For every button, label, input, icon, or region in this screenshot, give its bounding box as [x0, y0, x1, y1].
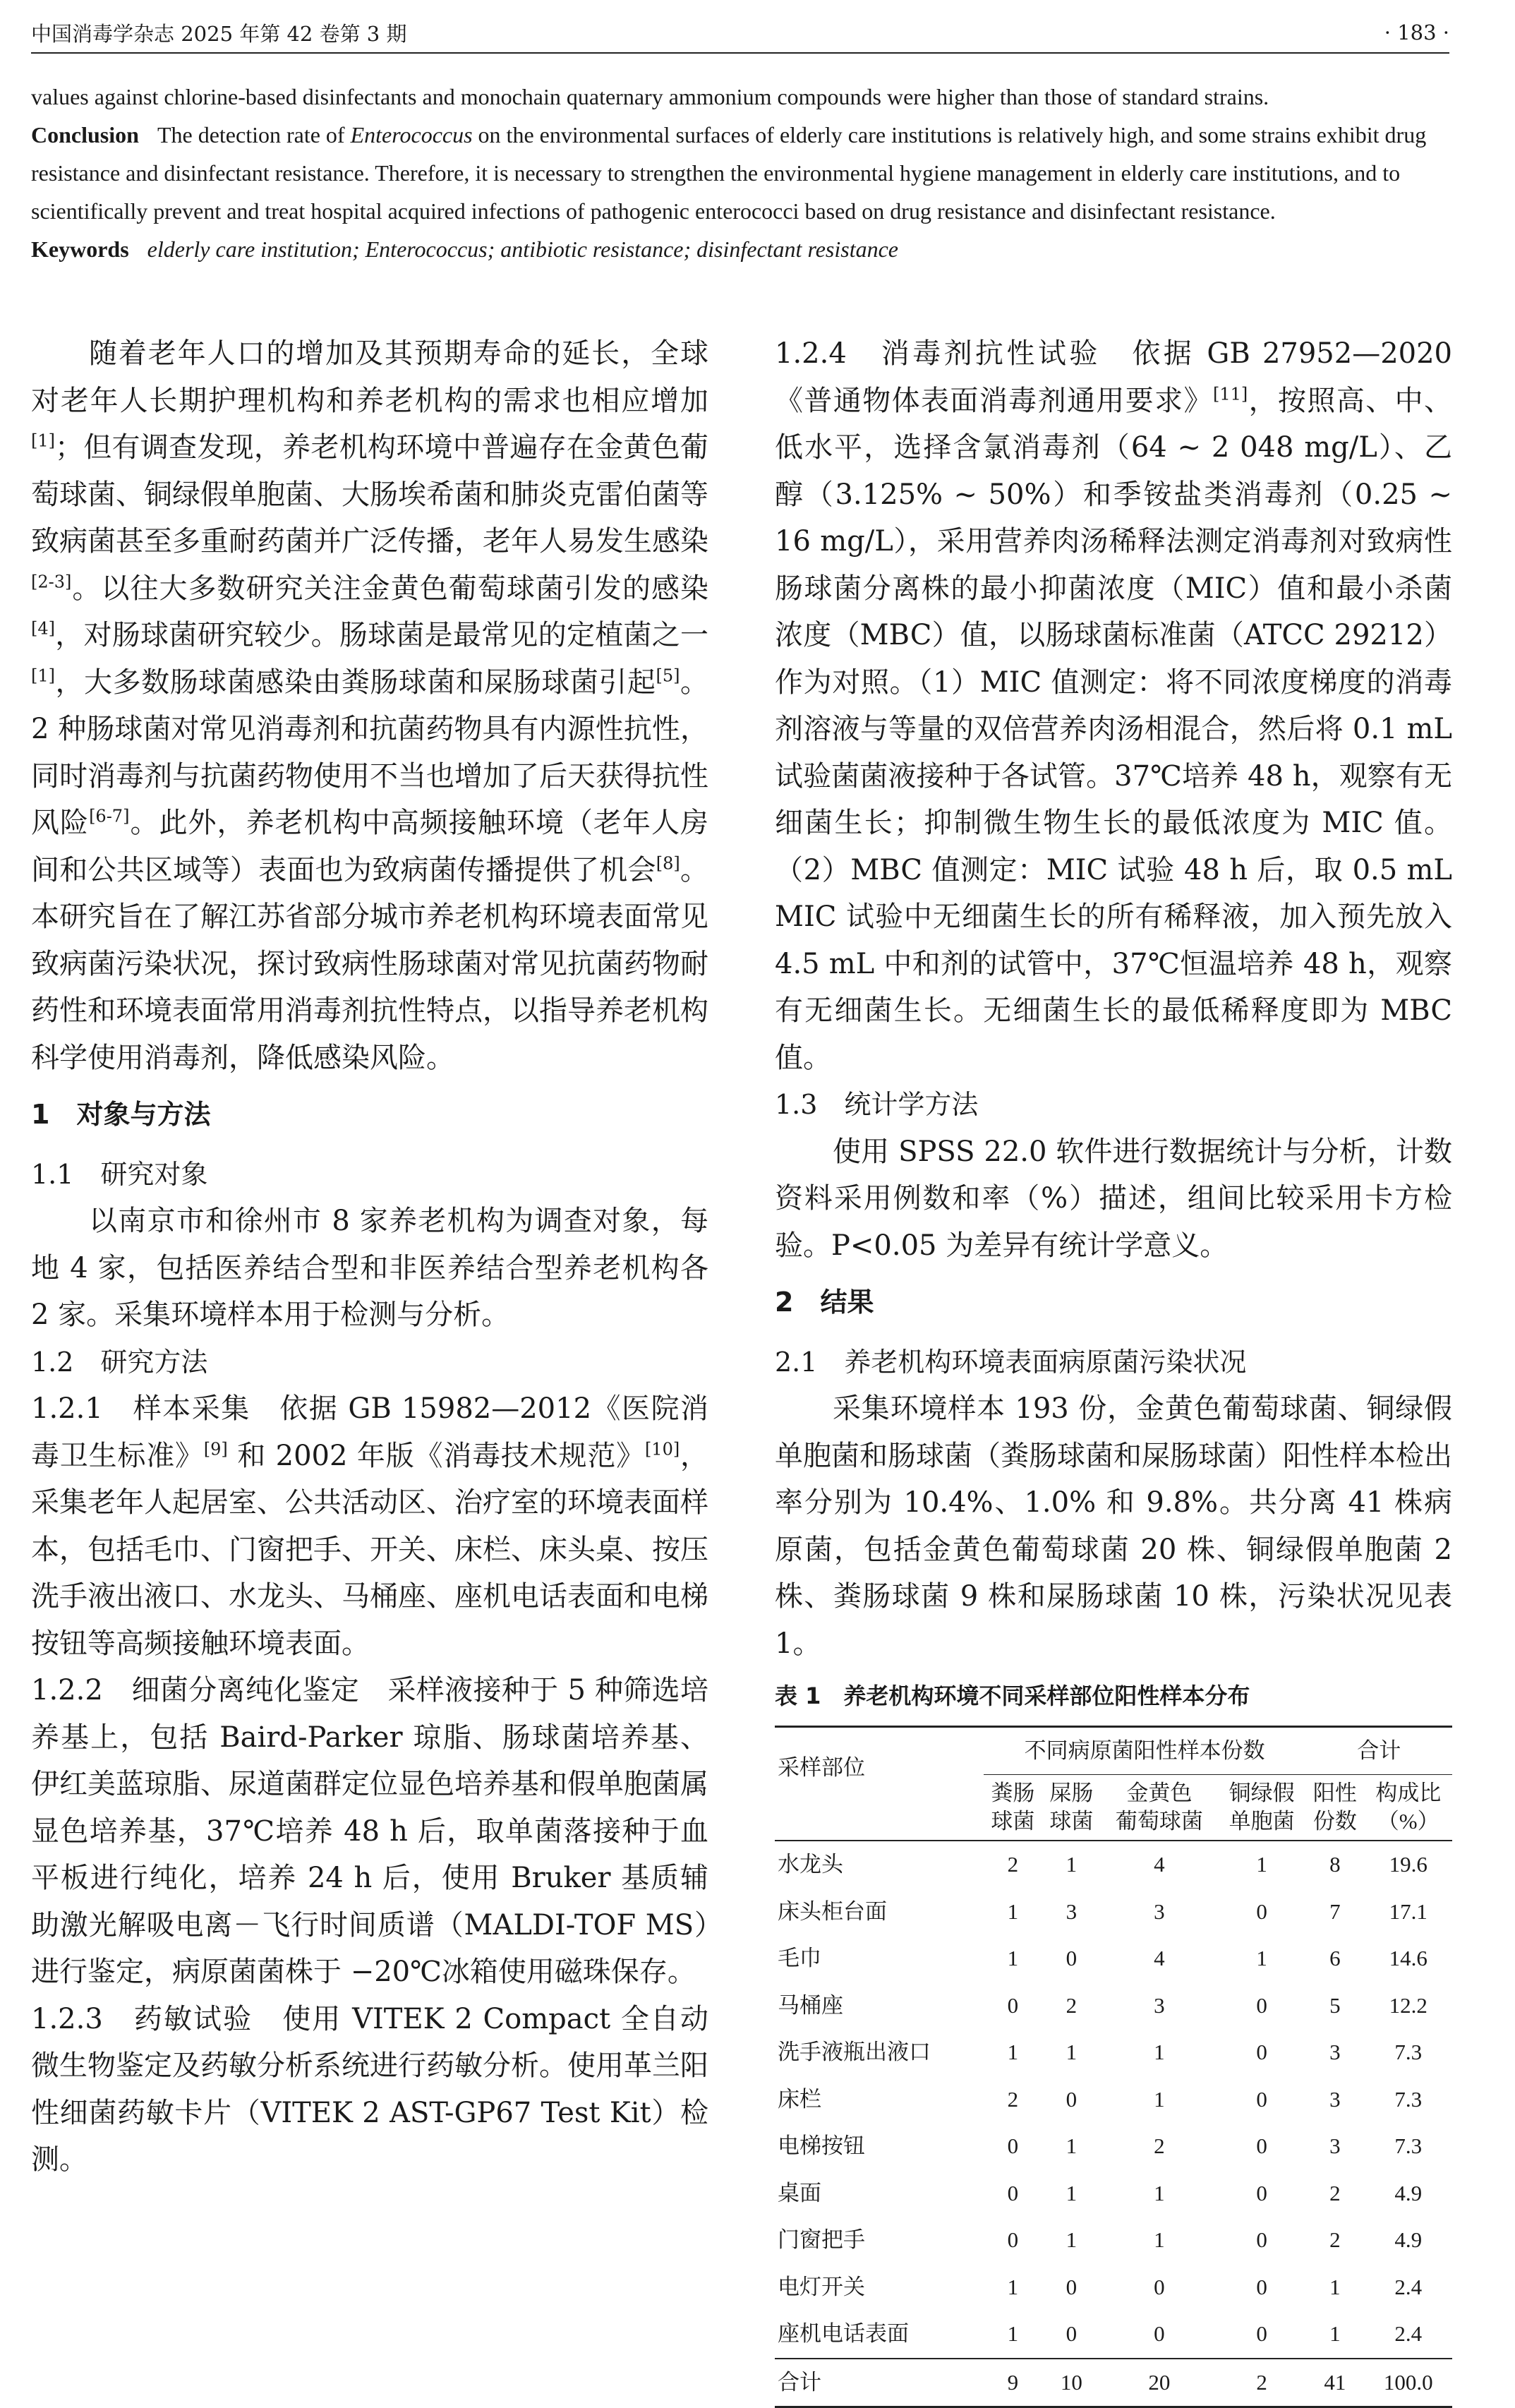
- header-group-pathogen: 不同病原菌阳性样本份数: [984, 1726, 1306, 1775]
- value-cell: 4.9: [1364, 2217, 1452, 2264]
- site-cell: 合计: [775, 2359, 984, 2407]
- paragraph-1-2-1: 1.2.1 样本采集 依据 GB 15982—2012《医院消毒卫生标准》[9] 和 2002 年版《消毒技术规范》[10]，采集老年人起居室、公共活动区、治疗室的环境表面样本，包括毛巾、门窗把手、开关、床栏、床头桌、按压洗手液出液口、水龙头、马桶座、座机电话表面和电梯按钮等高频接触环境表面。: [31, 1385, 708, 1667]
- paragraph-1-1: 以南京市和徐州市 8 家养老机构为调查对象，每地 4 家，包括医养结合型和非医养结合型养老机构各 2 家。采集环境样本用于检测与分析。: [31, 1198, 708, 1339]
- table-row: [775, 2076, 1452, 2124]
- page-number: · 183 ·: [1384, 20, 1449, 44]
- header-site: 采样部位: [775, 1726, 984, 1841]
- value-cell: 3: [1305, 2076, 1364, 2124]
- value-cell: 0: [1101, 2264, 1218, 2311]
- value-cell: 19.6: [1364, 1841, 1452, 1889]
- site-cell: 门窗把手: [775, 2217, 984, 2264]
- site-cell: 床头柜台面: [775, 1889, 984, 1936]
- table-row: [775, 1982, 1452, 2030]
- paragraph-1-2-3: 1.2.3 药敏试验 使用 VITEK 2 Compact 全自动微生物鉴定及药敏分析系统进行药敏分析。使用革兰阳性细菌药敏卡片（VITEK 2 AST-GP67 Test Kit）检测。: [31, 1996, 708, 2184]
- table-total-row: [775, 2359, 1452, 2407]
- column-header: 粪肠 球菌: [984, 1775, 1042, 1841]
- value-cell: 4: [1101, 1935, 1218, 1982]
- value-cell: 3: [1042, 1889, 1101, 1936]
- column-header: 构成比 （%）: [1364, 1775, 1452, 1841]
- value-cell: 0: [1218, 2217, 1306, 2264]
- value-cell: 0: [1042, 2076, 1101, 2124]
- table-title: 表 1 养老机构环境不同采样部位阳性样本分布: [775, 1673, 1452, 1720]
- subsection-1-3: 1.3 统计学方法: [775, 1081, 1452, 1128]
- value-cell: 1: [1101, 2076, 1218, 2124]
- value-cell: 0: [984, 2217, 1042, 2264]
- section-heading-methods: 1 对象与方法: [31, 1091, 708, 1138]
- value-cell: 0: [1218, 2029, 1306, 2076]
- value-cell: 1: [984, 2264, 1042, 2311]
- value-cell: 1: [1042, 2029, 1101, 2076]
- abstract-conclusion: Conclusion The detection rate of Enterococcus on the environmental surfaces of elderly care institutions is relatively high, and some strains exhibit drug resistance and disinfectant resistance. Therefore, it is necessary to strengthen the environmental hygiene management in elderly care institutions, and to scientifically prevent and treat hospital acquired infections of pathogenic enterococci based on drug resistance and disinfectant resistance.: [31, 116, 1451, 230]
- value-cell: 1: [1305, 2311, 1364, 2359]
- table-row: [775, 1935, 1452, 1982]
- value-cell: 2: [984, 1841, 1042, 1889]
- value-cell: 2: [1305, 2217, 1364, 2264]
- left-column: [31, 330, 708, 2184]
- section-heading-results: 2 结果: [775, 1279, 1452, 1326]
- subsection-1-2: 1.2 研究方法: [31, 1339, 708, 1386]
- value-cell: 2: [1218, 2359, 1306, 2407]
- value-cell: 1: [984, 2311, 1042, 2359]
- abstract-results-tail: values against chlorine-based disinfectants and monochain quaternary ammonium compounds were higher than those of standard strains.: [31, 78, 1451, 116]
- value-cell: 0: [1218, 2123, 1306, 2170]
- value-cell: 3: [1101, 1889, 1218, 1936]
- table-row: [775, 2311, 1452, 2359]
- value-cell: 2.4: [1364, 2311, 1452, 2359]
- subsection-1-1: 1.1 研究对象: [31, 1151, 708, 1198]
- value-cell: 1: [1042, 2170, 1101, 2217]
- abstract-block: [31, 78, 1451, 268]
- value-cell: 1: [1305, 2264, 1364, 2311]
- table-row: [775, 2029, 1452, 2076]
- column-header: 铜绿假 单胞菌: [1218, 1775, 1306, 1841]
- value-cell: 1: [1101, 2170, 1218, 2217]
- value-cell: 1: [984, 1889, 1042, 1936]
- running-header: [31, 13, 1449, 54]
- positive-sample-table: [775, 1726, 1452, 2408]
- value-cell: 1: [1042, 2123, 1101, 2170]
- value-cell: 100.0: [1364, 2359, 1452, 2407]
- value-cell: 41: [1305, 2359, 1364, 2407]
- value-cell: 2: [1042, 1982, 1101, 2030]
- value-cell: 17.1: [1364, 1889, 1452, 1936]
- header-group-total: 合计: [1305, 1726, 1452, 1775]
- value-cell: 3: [1101, 1982, 1218, 2030]
- value-cell: 8: [1305, 1841, 1364, 1889]
- intro-paragraph: 随着老年人口的增加及其预期寿命的延长，全球对老年人长期护理机构和养老机构的需求也相应增加[1]；但有调查发现，养老机构环境中普遍存在金黄色葡萄球菌、铜绿假单胞菌、大肠埃希菌和肺炎克雷伯菌等致病菌甚至多重耐药菌并广泛传播，老年人易发生感染[2-3]。以往大多数研究关注金黄色葡萄球菌引发的感染[4]，对肠球菌研究较少。肠球菌是最常见的定植菌之一[1]，大多数肠球菌感染由粪肠球菌和屎肠球菌引起[5]。2 种肠球菌对常见消毒剂和抗菌药物具有内源性抗性，同时消毒剂与抗菌药物使用不当也增加了后天获得抗性风险[6-7]。此外，养老机构中高频接触环境（老年人房间和公共区域等）表面也为致病菌传播提供了机会[8]。本研究旨在了解江苏省部分城市养老机构环境表面常见致病菌污染状况，探讨致病性肠球菌对常见抗菌药物耐药性和环境表面常用消毒剂抗性特点，以指导养老机构科学使用消毒剂，降低感染风险。: [31, 330, 708, 1081]
- value-cell: 2: [1101, 2123, 1218, 2170]
- value-cell: 3: [1305, 2123, 1364, 2170]
- table-row: [775, 1841, 1452, 1889]
- table-row: [775, 1889, 1452, 1936]
- value-cell: 5: [1305, 1982, 1364, 2030]
- value-cell: 12.2: [1364, 1982, 1452, 2030]
- conclusion-label: Conclusion: [31, 122, 139, 148]
- value-cell: 4: [1101, 1841, 1218, 1889]
- keywords-label: Keywords: [31, 236, 129, 262]
- abstract-keywords: [31, 230, 1451, 268]
- site-cell: 毛巾: [775, 1935, 984, 1982]
- paragraph-1-2-4: 1.2.4 消毒剂抗性试验 依据 GB 27952—2020《普通物体表面消毒剂通用要求》[11]，按照高、中、低水平，选择含氯消毒剂（64 ~ 2 048 mg/L）、乙醇（3.125% ~ 50%）和季铵盐类消毒剂（0.25 ~ 16 mg/L），采用营养肉汤稀释法测定消毒剂对致病性肠球菌分离株的最小抑菌浓度（MIC）值和最小杀菌浓度（MBC）值，以肠球菌标准菌（ATCC 29212）作为对照。（1）MIC 值测定：将不同浓度梯度的消毒剂溶液与等量的双倍营养肉汤相混合，然后将 0.1 mL 试验菌菌液接种于各试管。37℃培养 48 h，观察有无细菌生长；抑制微生物生长的最低浓度为 MIC 值。（2）MBC 值测定：MIC 试验 48 h 后，取 0.5 mL MIC 试验中无细菌生长的所有稀释液，加入预先放入 4.5 mL 中和剂的试管中，37℃恒温培养 48 h，观察有无细菌生长。无细菌生长的最低稀释度即为 MBC 值。: [775, 330, 1452, 1081]
- value-cell: 0: [984, 2170, 1042, 2217]
- site-cell: 床栏: [775, 2076, 984, 2124]
- site-cell: 电灯开关: [775, 2264, 984, 2311]
- column-header: 金黄色 葡萄球菌: [1101, 1775, 1218, 1841]
- value-cell: 9: [984, 2359, 1042, 2407]
- value-cell: 0: [1042, 1935, 1101, 1982]
- value-cell: 0: [1101, 2311, 1218, 2359]
- column-header: 阳性 份数: [1305, 1775, 1364, 1841]
- value-cell: 2: [1305, 2170, 1364, 2217]
- value-cell: 1: [1101, 2029, 1218, 2076]
- value-cell: 7.3: [1364, 2123, 1452, 2170]
- value-cell: 0: [1218, 2076, 1306, 2124]
- value-cell: 10: [1042, 2359, 1101, 2407]
- subsection-2-1: 2.1 养老机构环境表面病原菌污染状况: [775, 1339, 1452, 1386]
- value-cell: 0: [1218, 1982, 1306, 2030]
- paragraph-2-1: 采集环境样本 193 份，金黄色葡萄球菌、铜绿假单胞菌和肠球菌（粪肠球菌和屎肠球菌）阳性样本检出率分别为 10.4%、1.0% 和 9.8%。共分离 41 株病原菌，包括金黄色葡萄球菌 20 株、铜绿假单胞菌 2 株、粪肠球菌 9 株和屎肠球菌 10 株，污染状况见表 1。: [775, 1385, 1452, 1667]
- value-cell: 7.3: [1364, 2076, 1452, 2124]
- value-cell: 1: [1218, 1935, 1306, 1982]
- value-cell: 3: [1305, 2029, 1364, 2076]
- value-cell: 0: [1042, 2311, 1101, 2359]
- right-column: [775, 330, 1452, 2408]
- value-cell: 2.4: [1364, 2264, 1452, 2311]
- value-cell: 0: [1218, 2264, 1306, 2311]
- value-cell: 1: [1042, 1841, 1101, 1889]
- value-cell: 0: [1218, 2311, 1306, 2359]
- table-row: [775, 2123, 1452, 2170]
- site-cell: 电梯按钮: [775, 2123, 984, 2170]
- column-header: 屎肠 球菌: [1042, 1775, 1101, 1841]
- site-cell: 座机电话表面: [775, 2311, 984, 2359]
- site-cell: 洗手液瓶出液口: [775, 2029, 984, 2076]
- value-cell: 7: [1305, 1889, 1364, 1936]
- value-cell: 4.9: [1364, 2170, 1452, 2217]
- site-cell: 水龙头: [775, 1841, 984, 1889]
- value-cell: 0: [1218, 1889, 1306, 1936]
- value-cell: 14.6: [1364, 1935, 1452, 1982]
- value-cell: 1: [1101, 2217, 1218, 2264]
- value-cell: 1: [1042, 2217, 1101, 2264]
- paragraph-1-3: 使用 SPSS 22.0 软件进行数据统计与分析，计数资料采用例数和率（%）描述，组间比较采用卡方检验。P<0.05 为差异有统计学意义。: [775, 1128, 1452, 1270]
- table-row: [775, 2170, 1452, 2217]
- value-cell: 6: [1305, 1935, 1364, 1982]
- value-cell: 2: [984, 2076, 1042, 2124]
- site-cell: 桌面: [775, 2170, 984, 2217]
- value-cell: 1: [984, 2029, 1042, 2076]
- value-cell: 0: [1042, 2264, 1101, 2311]
- site-cell: 马桶座: [775, 1982, 984, 2030]
- paragraph-1-2-2: 1.2.2 细菌分离纯化鉴定 采样液接种于 5 种筛选培养基上，包括 Baird-Parker 琼脂、肠球菌培养基、伊红美蓝琼脂、尿道菌群定位显色培养基和假单胞菌属显色培养基，37℃培养 48 h 后，取单菌落接种于血平板进行纯化，培养 24 h 后，使用 Bruker 基质辅助激光解吸电离－飞行时间质谱（MALDI-TOF MS）进行鉴定，病原菌菌株于 −20℃冰箱使用磁珠保存。: [31, 1667, 708, 1996]
- value-cell: 7.3: [1364, 2029, 1452, 2076]
- value-cell: 1: [984, 1935, 1042, 1982]
- value-cell: 0: [1218, 2170, 1306, 2217]
- value-cell: 0: [984, 2123, 1042, 2170]
- table-row: [775, 2264, 1452, 2311]
- table-row: [775, 2217, 1452, 2264]
- keywords-list: elderly care institution; Enterococcus; antibiotic resistance; disinfectant resistance: [147, 236, 898, 262]
- value-cell: 20: [1101, 2359, 1218, 2407]
- value-cell: 0: [984, 1982, 1042, 2030]
- value-cell: 1: [1218, 1841, 1306, 1889]
- journal-title: 中国消毒学杂志 2025 年第 42 卷第 3 期: [31, 18, 406, 47]
